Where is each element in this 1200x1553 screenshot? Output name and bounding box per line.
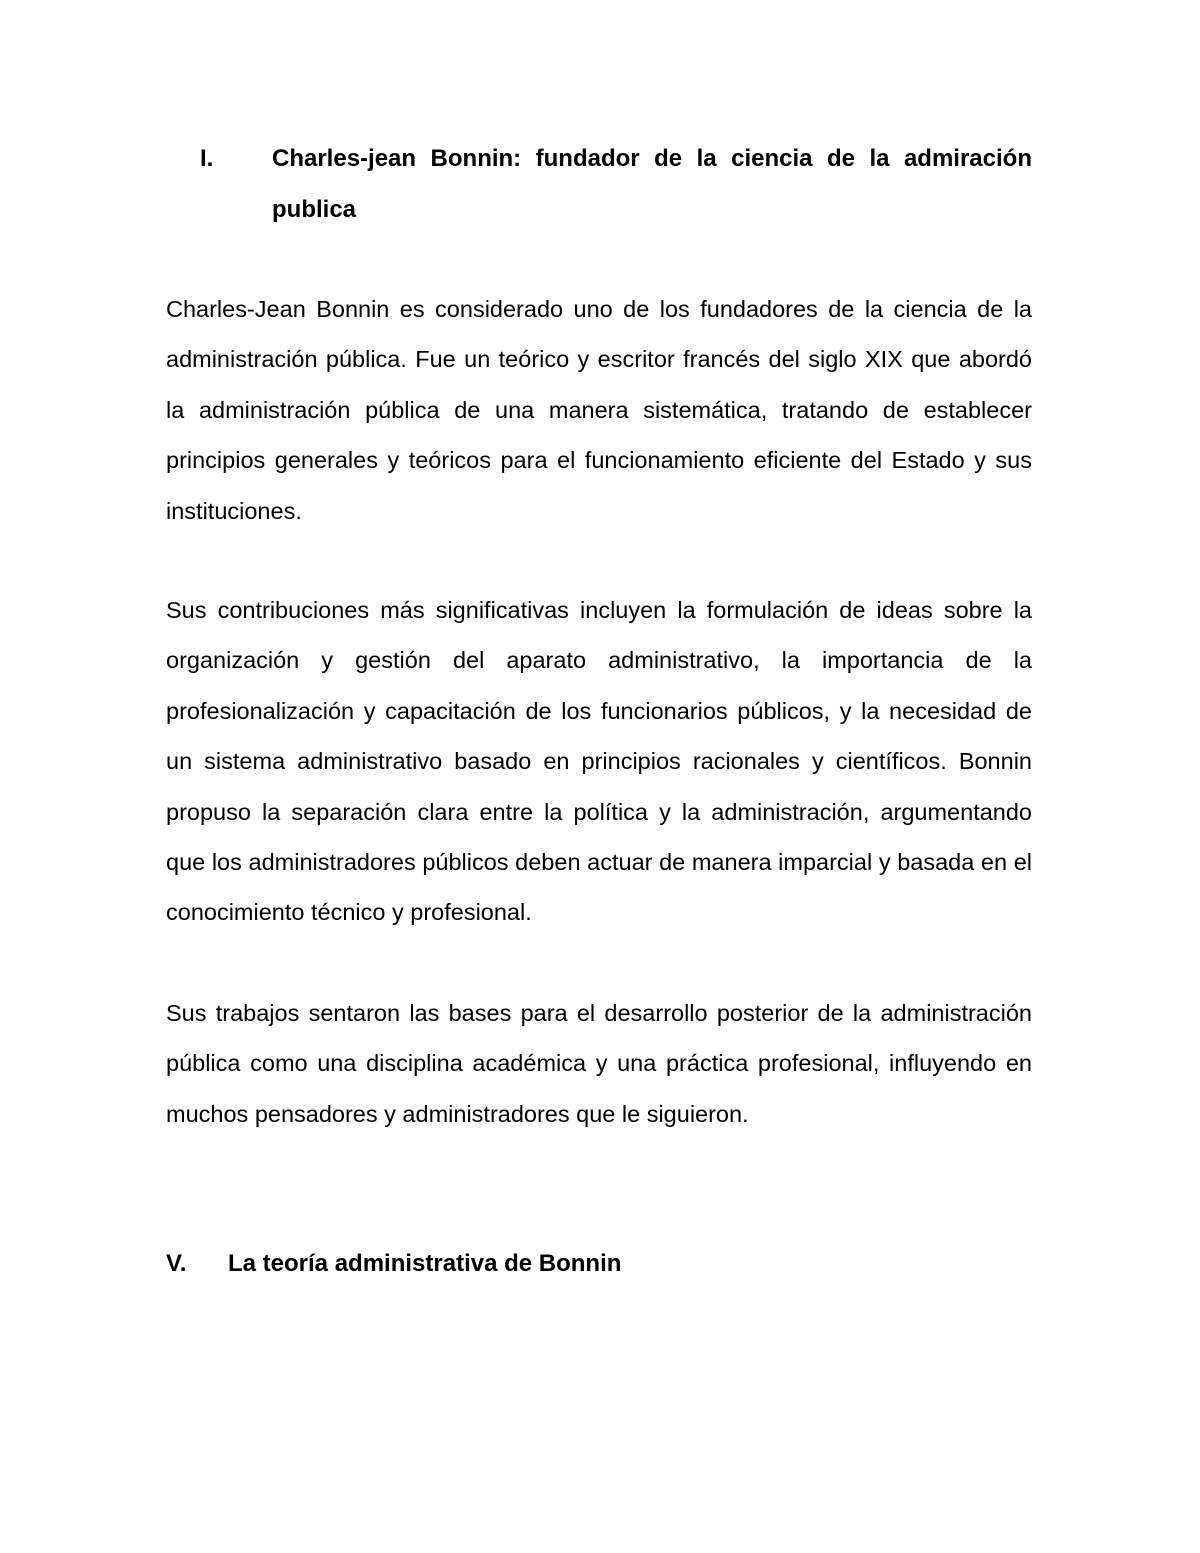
section-title: La teoría administrativa de Bonnin xyxy=(228,1250,622,1277)
paragraph-3: Sus trabajos sentaron las bases para el desarrollo posterior de la administración pública como una disciplina académica y una práctica profesional, influyendo en muchos pensadores y administradores que le siguieron. xyxy=(166,1000,1032,1127)
section-title: Charles-jean Bonnin: fundador de la ciencia de la admiración publica xyxy=(272,145,1032,223)
paragraph-2: Sus contribuciones más significativas incluyen la formulación de ideas sobre la organización y gestión del aparato administrativo, la importancia de la profesionalización y capacitación de los funcionarios públicos, y la necesidad de un sistema administrativo basado en principios racionales y científicos. Bonnin propuso la separación clara entre la política y la administración, argumentando que los administradores públicos deben actuar de manera imparcial y basada en el conocimiento técnico y profesional. xyxy=(166,597,1032,926)
section-number: V. xyxy=(166,1250,187,1277)
section-number: I. xyxy=(200,145,214,172)
paragraph-1: Charles-Jean Bonnin es considerado uno de los fundadores de la ciencia de la administración pública. Fue un teórico y escritor francés del siglo XIX que abordó la administración pública de una manera sistemática, tratando de establecer principios generales y teóricos para el funcionamiento eficiente del Estado y sus instituciones. xyxy=(166,296,1032,524)
